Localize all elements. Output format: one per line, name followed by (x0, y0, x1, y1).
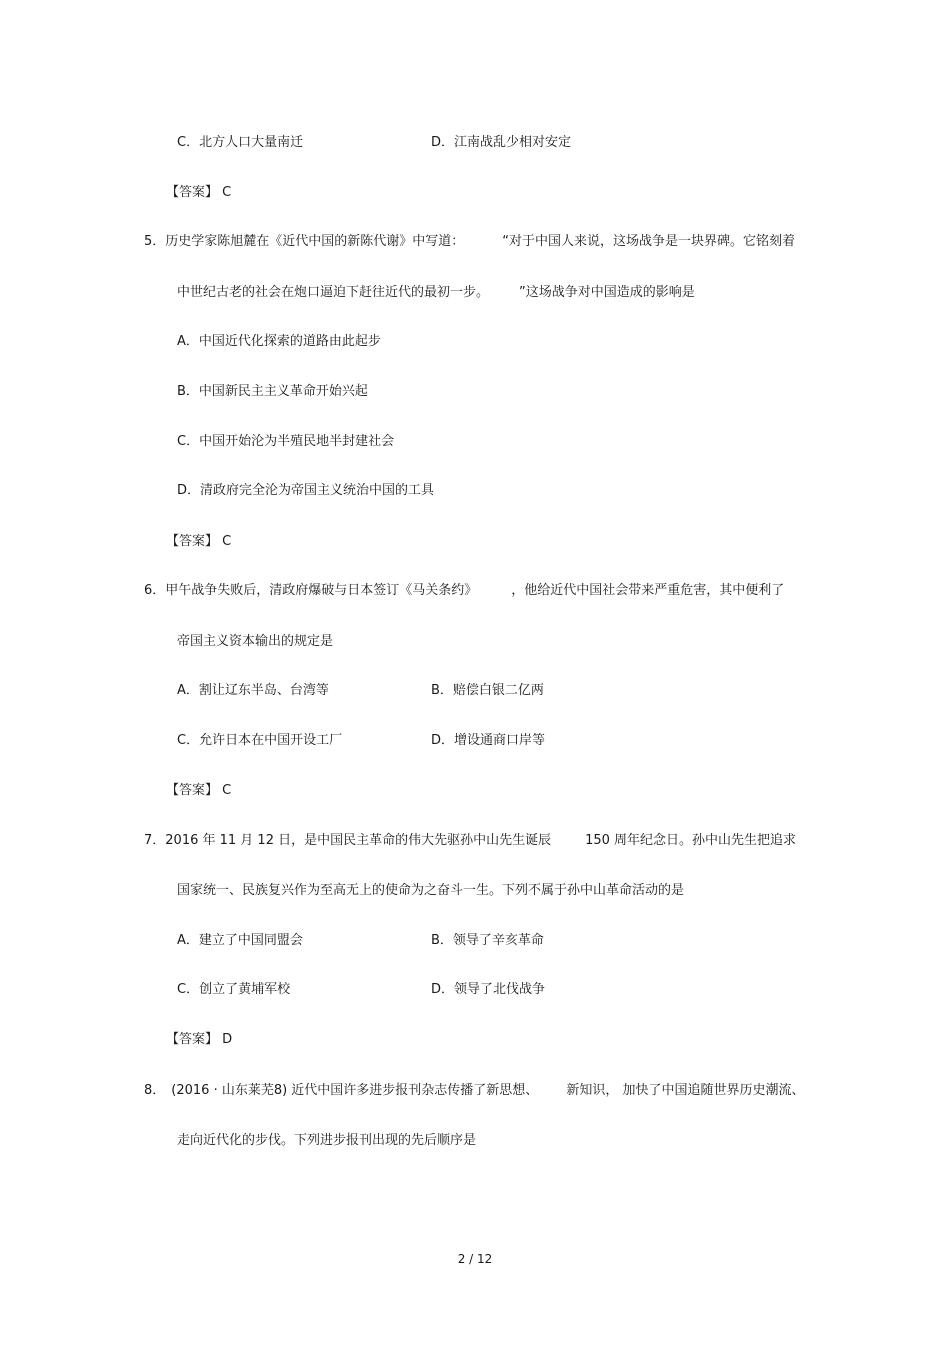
q8-number: 8． (144, 1083, 166, 1098)
q7-option-c: C．创立了黄埔军校 (177, 982, 291, 997)
q5-answer: 【答案】 C (166, 534, 232, 549)
q4-answer: 【答案】 C (166, 185, 232, 200)
q8-stem-line2: 走向近代化的步伐。下列进步报刊出现的先后顺序是 (177, 1133, 477, 1148)
q4-option-c: C．北方人口大量南迁 (177, 135, 304, 150)
q8-stem-line1-part1: (2016 · 山东莱芜8) 近代中国许多进步报刊杂志传播了新思想、 (171, 1083, 539, 1098)
q6-stem-line1-part1: 6．甲午战争失败后，清政府爆破与日本签订《马关条约》 (144, 583, 478, 598)
q4-option-d: D．江南战乱少相对安定 (431, 135, 572, 150)
q6-stem-line2: 帝国主义资本输出的规定是 (177, 634, 334, 649)
q7-stem-line1-part2: 150 周年纪念日。孙中山先生把追求 (585, 833, 797, 848)
q8-stem-line1 (144, 1082, 804, 1100)
page-number: 2 / 12 (457, 1252, 493, 1266)
q7-answer: 【答案】 D (166, 1032, 233, 1047)
q5-option-a: A．中国近代化探索的道路由此起步 (177, 334, 381, 349)
q6-option-a: A．割让辽东半岛、台湾等 (177, 683, 329, 698)
q5-stem-line2 (177, 284, 695, 302)
q5-stem-line1-part2: “对于中国人来说，这场战争是一块界碑。它铭刻着 (502, 234, 796, 249)
q5-stem-line1 (144, 233, 795, 251)
q7-stem-line1 (144, 832, 796, 850)
q7-option-b: B．领导了辛亥革命 (431, 933, 544, 948)
q5-option-b: B．中国新民主主义革命开始兴起 (177, 384, 368, 399)
q6-option-d: D．增设通商口岸等 (431, 733, 546, 748)
q6-option-b: B．赔偿白银二亿两 (431, 683, 544, 698)
q5-stem-line2-part2: ”这场战争对中国造成的影响是 (519, 285, 695, 300)
q6-answer: 【答案】 C (166, 783, 232, 798)
q5-option-d: D．清政府完全沦为帝国主义统治中国的工具 (177, 483, 435, 498)
q7-stem-line1-part1: 7．2016 年 11 月 12 日，是中国民主革命的伟大先驱孙中山先生诞辰 (144, 833, 552, 848)
q5-stem-line1-part1: 5．历史学家陈旭麓在《近代中国的新陈代谢》中写道： (144, 234, 465, 249)
q6-stem-line1-part2: ，他给近代中国社会带来严重危害，其中便利了 (511, 583, 785, 598)
q7-stem-line2: 国家统一、民族复兴作为至高无上的使命为之奋斗一生。下列不属于孙中山革命活动的是 (177, 883, 685, 898)
q6-stem-line1 (144, 582, 784, 600)
q5-option-c: C．中国开始沦为半殖民地半封建社会 (177, 434, 395, 449)
q8-stem-line1-part2: 新知识， 加快了中国追随世界历史潮流、 (566, 1083, 805, 1098)
q6-option-c: C．允许日本在中国开设工厂 (177, 733, 343, 748)
q7-option-d: D．领导了北伐战争 (431, 982, 546, 997)
q5-stem-line2-part1: 中世纪古老的社会在炮口逼迫下赶往近代的最初一步。 (177, 285, 490, 300)
q7-option-a: A．建立了中国同盟会 (177, 933, 303, 948)
